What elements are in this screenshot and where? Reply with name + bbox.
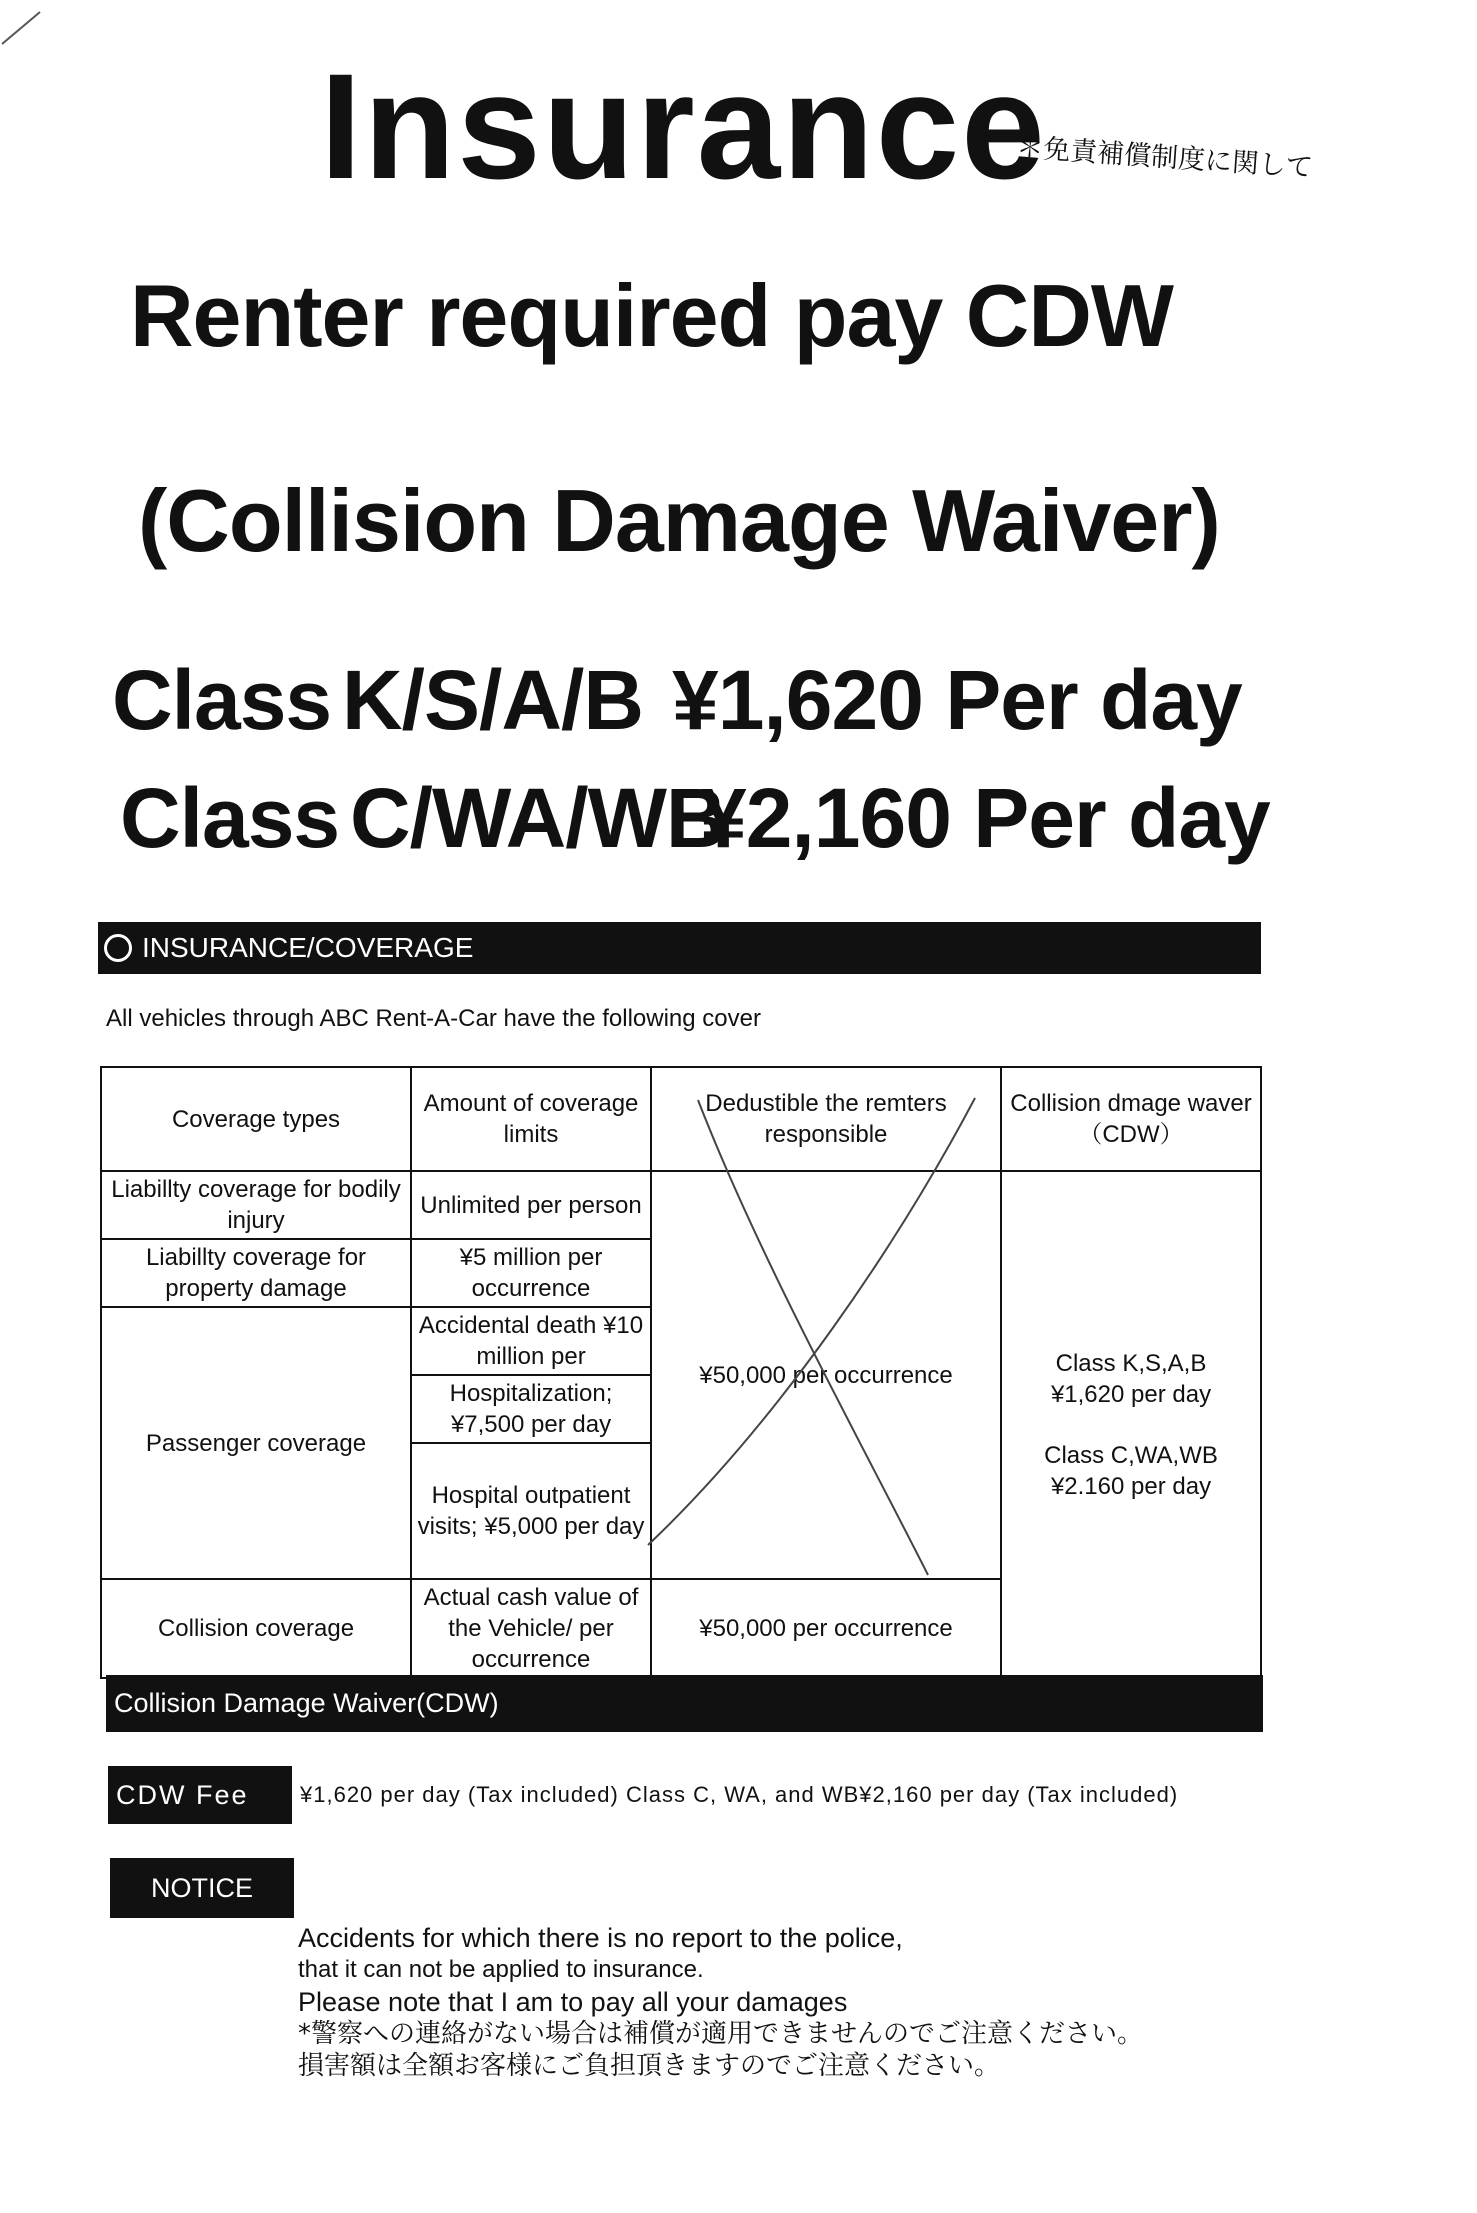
class-rate-2	[120, 770, 1270, 867]
class-label: Class	[112, 653, 332, 747]
header-deductible: Dedustible the remters responsible	[651, 1067, 1001, 1171]
cdw-class-1: Class K,S,A,B	[1055, 1349, 1207, 1377]
notice-text	[298, 1922, 1143, 2082]
row-passenger-type: Passenger coverage	[101, 1307, 411, 1579]
class-price: ¥2,160 Per day	[700, 771, 1270, 865]
cdw-price-1: ¥1,620 per day	[1050, 1380, 1212, 1408]
heading-renter-cdw: Renter required pay CDW	[130, 266, 1173, 365]
deductible-collision: ¥50,000 per occurrence	[651, 1579, 1001, 1678]
coverage-header-text: INSURANCE/COVERAGE	[142, 932, 474, 963]
class-codes: C/WA/WB	[350, 771, 726, 865]
cdw-fee-text: ¥1,620 per day (Tax included) Class C, WA, and WB¥2,160 per day (Tax included)	[300, 1782, 1179, 1807]
row-collision-type: Collision coverage	[101, 1579, 411, 1678]
pen-mark	[0, 0, 60, 60]
row-bodily-limit: Unlimited per person	[411, 1171, 651, 1239]
notice-line: that it can not be applied to insurance.	[298, 1956, 704, 1983]
row-bodily-type: Liabillty coverage for bodily injury	[101, 1171, 411, 1239]
row-outpatient-limit: Hospital outpatient visits; ¥5,000 per day	[411, 1443, 651, 1579]
notice-line: Please note that I am to pay all your damages	[298, 1987, 848, 2017]
class-price: ¥1,620 Per day	[672, 653, 1242, 747]
notice-label: NOTICE	[110, 1858, 294, 1918]
class-label: Class	[120, 771, 340, 865]
notice-line: Accidents for which there is no report to the police,	[298, 1923, 903, 1953]
circle-icon	[104, 934, 132, 962]
cdw-rates	[1001, 1171, 1261, 1678]
deductible-main: ¥50,000 per occurrence	[651, 1171, 1001, 1579]
coverage-table	[100, 1066, 1262, 1679]
cdw-class-2: Class C,WA,WB	[1044, 1441, 1218, 1469]
header-coverage-types: Coverage types	[101, 1067, 411, 1171]
row-property-type: Liabillty coverage for property damage	[101, 1239, 411, 1307]
header-cdw: Collision dmage waver（CDW）	[1001, 1067, 1261, 1171]
cdw-section-header: Collision Damage Waiver(CDW)	[106, 1675, 1263, 1732]
cdw-price-2: ¥2.160 per day	[1050, 1472, 1212, 1500]
page-title: Insurance	[320, 42, 1047, 210]
row-property-limit: ¥5 million per occurrence	[411, 1239, 651, 1307]
row-hosp-limit: Hospitalization; ¥7,500 per day	[411, 1375, 651, 1443]
class-codes: K/S/A/B	[342, 653, 644, 747]
notice-line-jp: 損害額は全額お客様にご負担頂きますのでご注意ください。	[298, 2051, 1001, 2081]
row-collision-limit: Actual cash value of the Vehicle/ per occurrence	[411, 1579, 651, 1678]
cdw-fee-label: CDW Fee	[108, 1766, 292, 1824]
coverage-intro: All vehicles through ABC Rent-A-Car have the following cover	[106, 1005, 761, 1032]
jp-note: ＊免責補償制度に関して	[1015, 131, 1314, 184]
class-rate-1	[112, 652, 1242, 749]
row-death-limit: Accidental death ¥10 million per	[411, 1307, 651, 1375]
notice-line-jp: *警察への連絡がない場合は補償が適用できませんのでご注意ください。	[298, 2019, 1144, 2049]
header-limits: Amount of coverage limits	[411, 1067, 651, 1171]
heading-cdw-expansion: (Collision Damage Waiver)	[138, 471, 1220, 570]
coverage-section-header	[98, 922, 1261, 974]
